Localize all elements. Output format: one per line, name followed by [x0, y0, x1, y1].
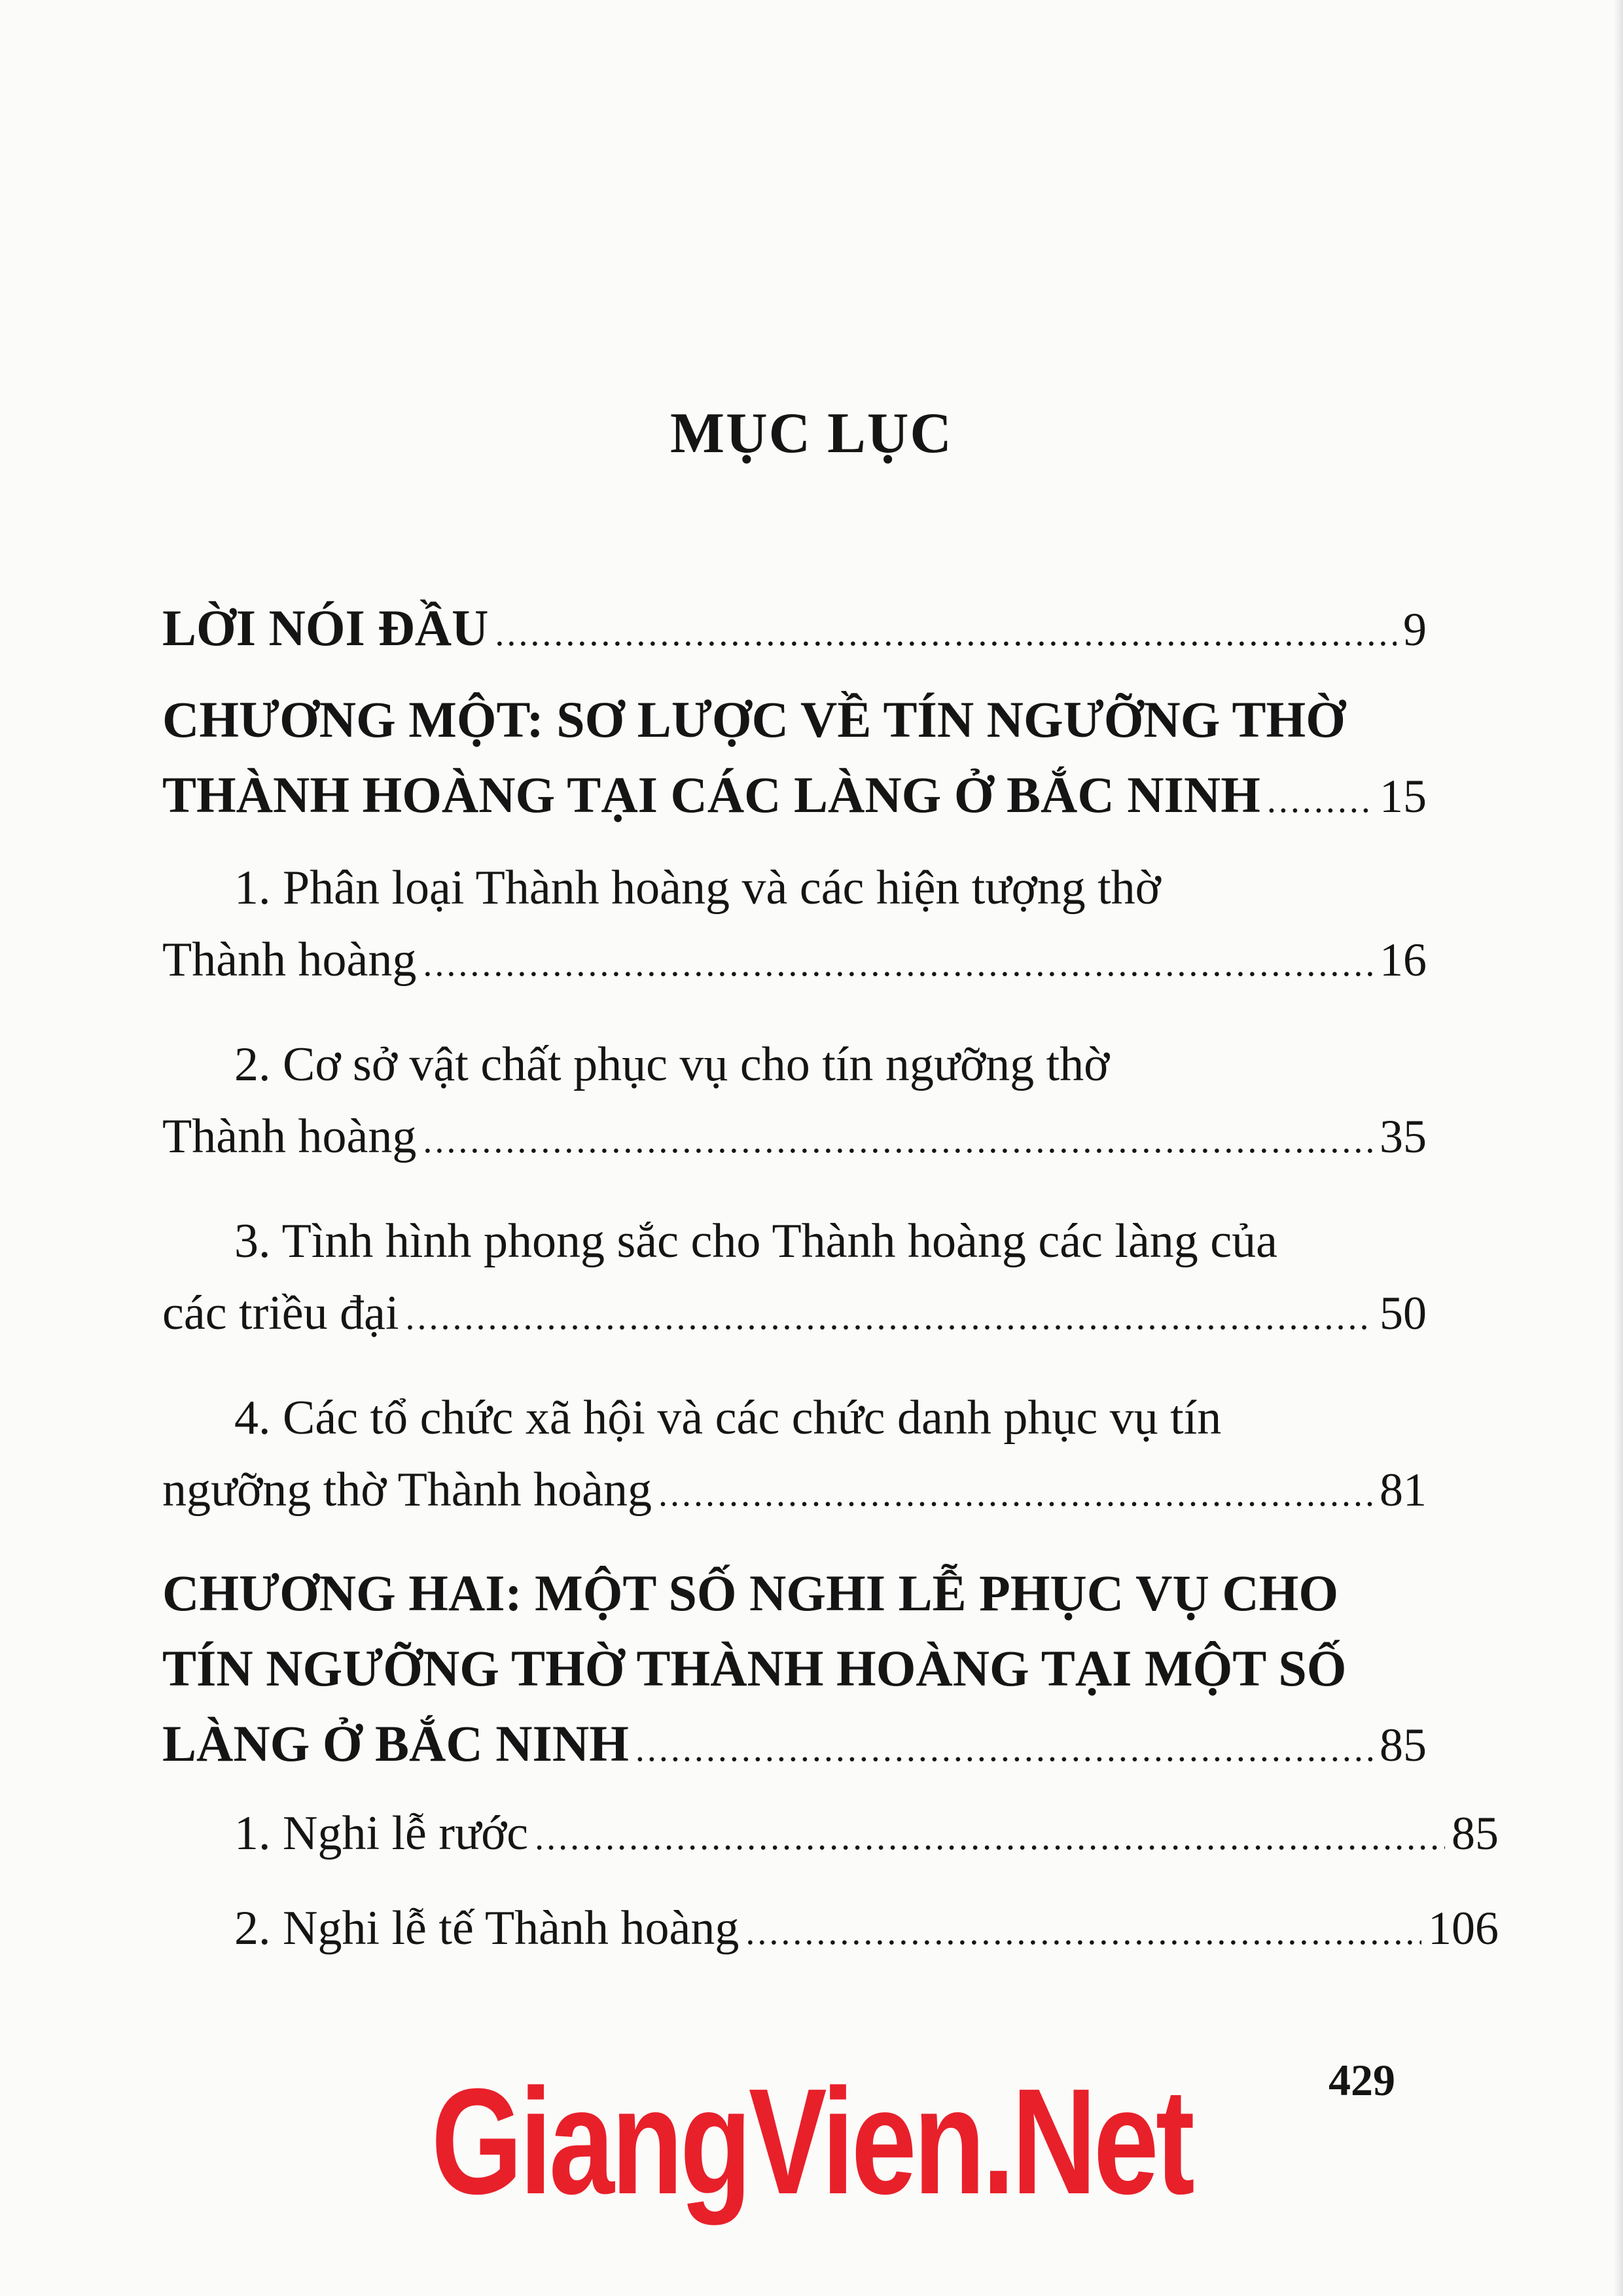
toc-entry-preface	[162, 599, 1427, 664]
dot-leader	[1267, 779, 1373, 821]
page-title: MỤC LỤC	[670, 402, 953, 465]
section-1-1-line1	[162, 860, 1499, 926]
section-page: 35	[1380, 1110, 1427, 1163]
section-title-line1: 4. Các tổ chức xã hội và các chức danh phục vụ tín	[234, 1391, 1222, 1445]
chapter-two-title-line3: LÀNG Ở BẮC NINH	[162, 1715, 629, 1772]
section-title-line2: ngưỡng thờ Thành hoàng	[162, 1463, 652, 1517]
dot-leader	[745, 1911, 1421, 1953]
section-1-4-line1	[162, 1390, 1499, 1456]
section-title-line2: các triều đại	[162, 1286, 399, 1340]
section-page: 106	[1428, 1902, 1499, 1954]
section-title: 1. Nghi lễ rước	[234, 1807, 529, 1860]
chapter-one-heading-line1	[162, 690, 1427, 756]
toc-entry-page: 9	[1403, 603, 1427, 656]
section-page: 81	[1380, 1464, 1427, 1516]
section-page: 50	[1380, 1287, 1427, 1339]
chapter-one-title-line2: THÀNH HOÀNG TẠI CÁC LÀNG Ở BẮC NINH	[162, 766, 1260, 823]
section-title-line1: 1. Phân loại Thành hoàng và các hiện tượng thờ	[234, 861, 1161, 915]
section-page: 85	[1452, 1807, 1499, 1860]
section-1-4-line2	[162, 1462, 1427, 1528]
section-1-1-line2	[162, 932, 1427, 998]
chapter-two-page: 85	[1380, 1719, 1427, 1771]
section-2-1	[162, 1806, 1499, 1871]
section-1-2-line2	[162, 1109, 1427, 1174]
section-title-line2: Thành hoàng	[162, 1110, 417, 1163]
section-title-line1: 3. Tình hình phong sắc cho Thành hoàng các làng của	[234, 1214, 1277, 1268]
section-1-3-line1	[162, 1214, 1499, 1279]
chapter-one-title-line1: CHƯƠNG MỘT: SƠ LƯỢC VỀ TÍN NGƯỠNG THỜ	[162, 691, 1346, 748]
section-title-line1: 2. Cơ sở vật chất phục vụ cho tín ngưỡng thờ	[234, 1038, 1110, 1091]
page-number: 429	[1329, 2055, 1395, 2105]
dot-leader	[423, 1120, 1373, 1161]
section-1-2-line1	[162, 1037, 1499, 1103]
chapter-one-heading-line2	[162, 766, 1427, 831]
section-page: 16	[1380, 934, 1427, 986]
section-1-3-line2	[162, 1286, 1427, 1351]
page-edge-shadow	[1614, 0, 1623, 2296]
chapter-two-heading-line2	[162, 1639, 1427, 1704]
section-2-2	[162, 1901, 1499, 1966]
chapter-two-title-line2: TÍN NGƯỠNG THỜ THÀNH HOÀNG TẠI MỘT SỐ	[162, 1640, 1347, 1697]
section-title: 2. Nghi lễ tế Thành hoàng	[234, 1901, 740, 1955]
dot-leader	[535, 1816, 1445, 1858]
dot-leader	[635, 1728, 1373, 1770]
chapter-two-title-line1: CHƯƠNG HAI: MỘT SỐ NGHI LỄ PHỤC VỤ CHO	[162, 1564, 1339, 1621]
watermark-logo: GiangVien.Net	[431, 2057, 1192, 2225]
dot-leader	[423, 943, 1373, 985]
chapter-two-heading-line3	[162, 1714, 1427, 1780]
dot-leader	[406, 1296, 1373, 1338]
dot-leader	[658, 1473, 1373, 1515]
chapter-one-page: 15	[1380, 770, 1427, 822]
chapter-two-heading-line1	[162, 1564, 1427, 1629]
toc-entry-label: LỜI NÓI ĐẦU	[162, 599, 489, 656]
dot-leader	[495, 612, 1397, 654]
section-title-line2: Thành hoàng	[162, 933, 417, 987]
